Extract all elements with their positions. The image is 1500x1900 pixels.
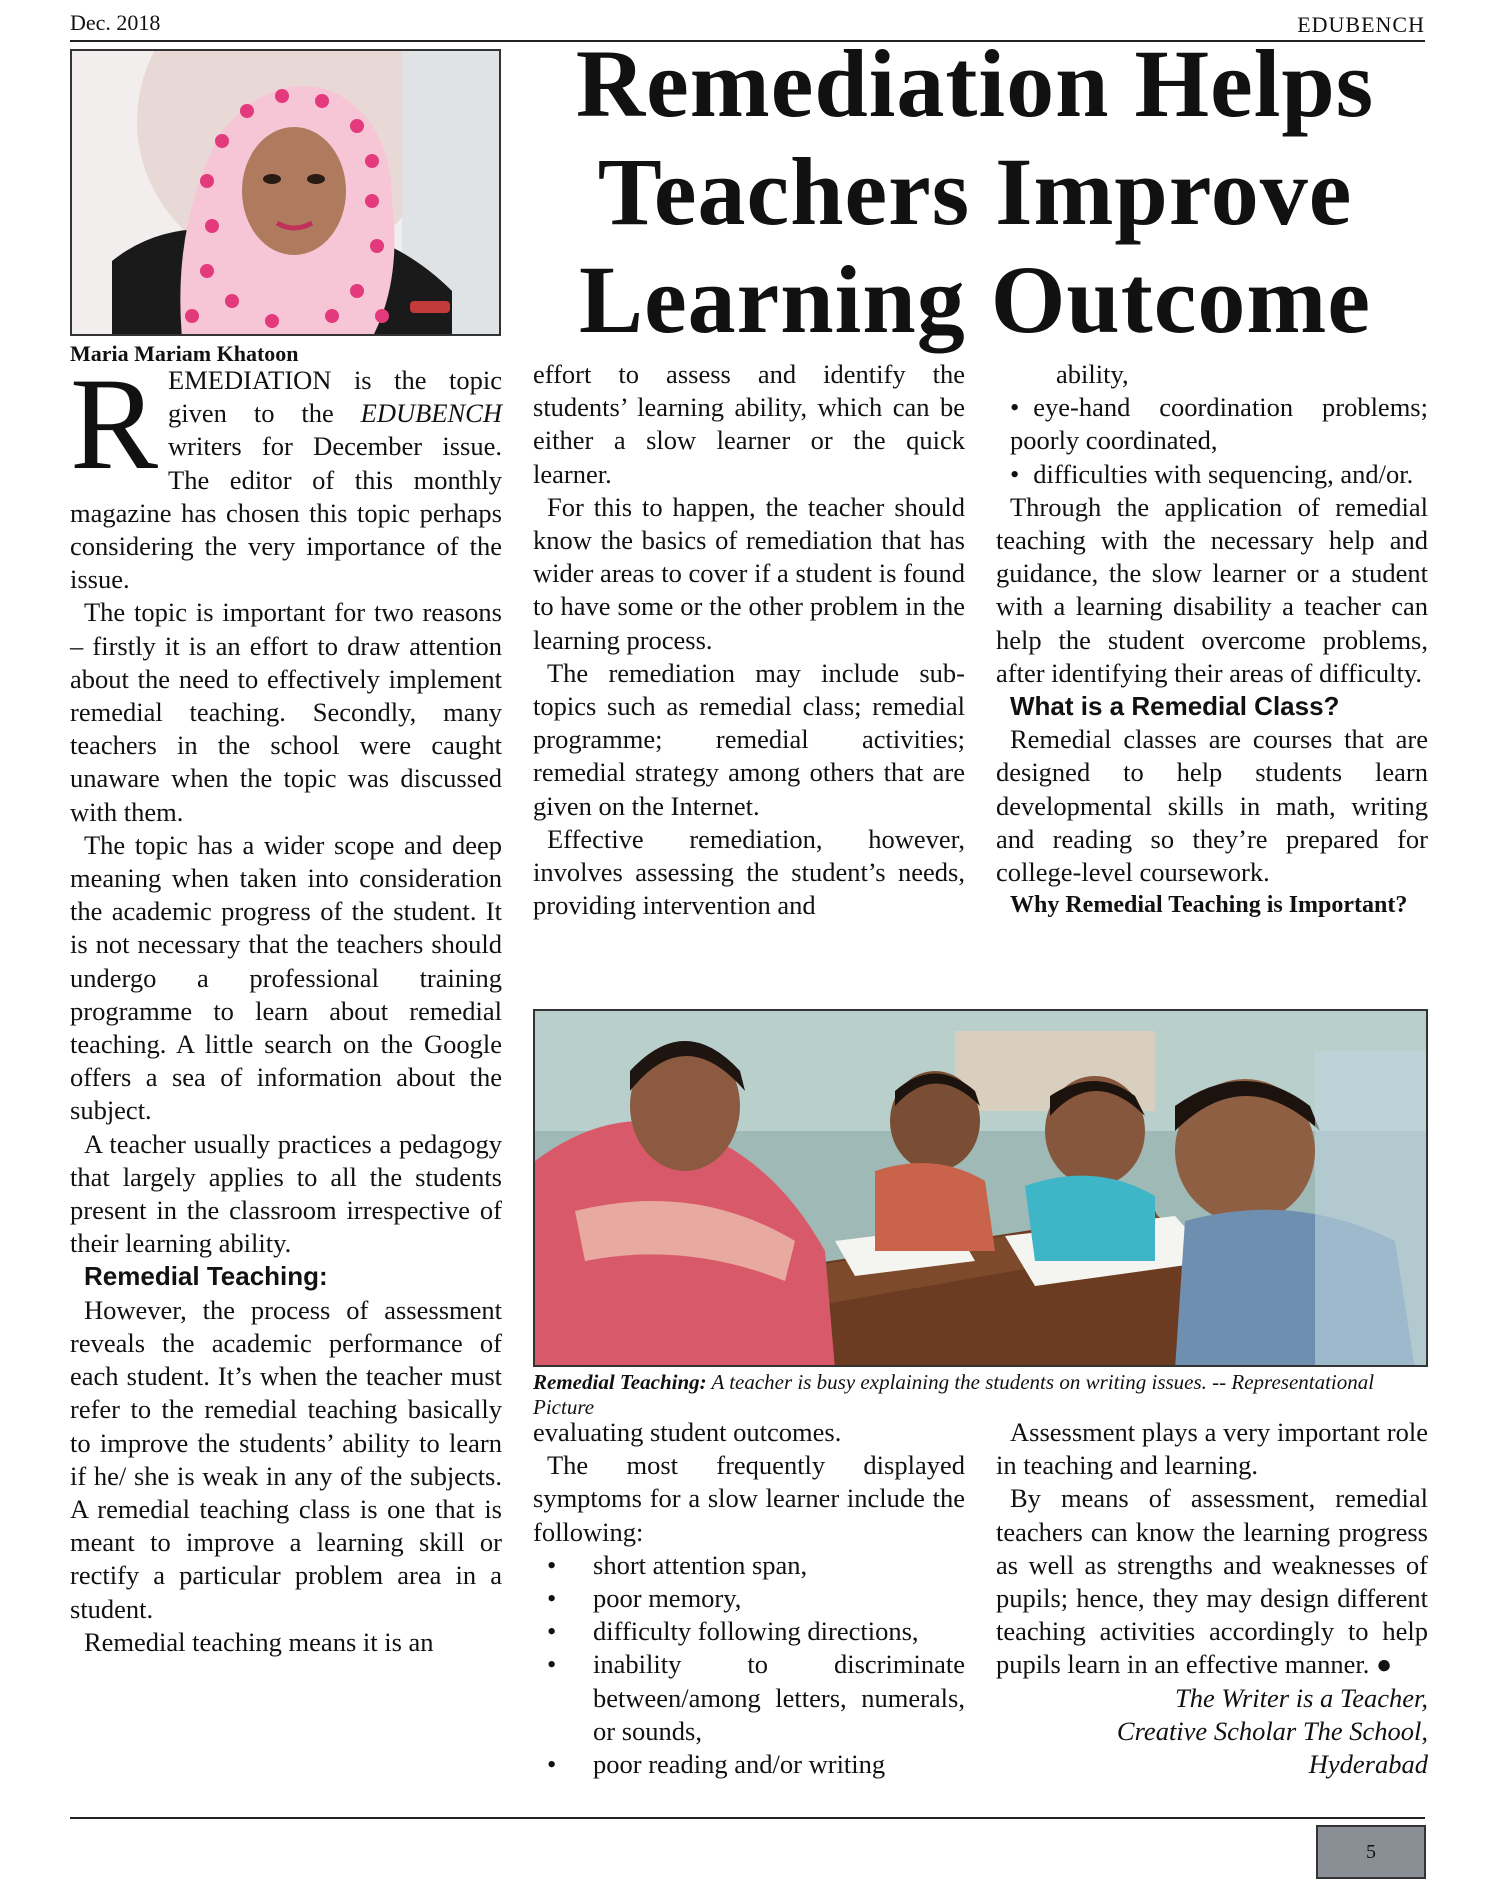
subheading-remedial-class: What is a Remedial Class?: [1010, 691, 1340, 722]
author-photo: [70, 49, 501, 336]
paragraph: A teacher usually practices a pedagogy that largely applies to all the students present in the classroom irrespective of their learning ability.: [70, 1128, 502, 1259]
list-continuation: ability,: [1056, 359, 1129, 389]
page-number: 5: [1366, 1840, 1376, 1863]
classroom-photo: [533, 1009, 1428, 1367]
author-name: Maria Mariam Khatoon: [70, 341, 299, 366]
author-signoff: [996, 1682, 1428, 1782]
issue-date: Dec. 2018: [70, 10, 161, 35]
symptom-list-continued: [996, 391, 1428, 491]
list-item: • poor memory,: [533, 1582, 965, 1615]
paragraph: effort to assess and identify the students’ learning ability, which can be either a slow learner or the quick learner.: [533, 359, 965, 489]
symptom-list: [533, 1549, 965, 1781]
subheading-why-important: Why Remedial Teaching is Important?: [1010, 892, 1408, 919]
intro-magazine-name: EDUBENCH: [360, 398, 502, 429]
paragraph: By means of assessment, remedial teachers can know the learning progress as well as strengths and weaknesses of pupils; hence, they may design different teaching activities accordingly to help pupils learn in an effective manner. ●: [996, 1483, 1428, 1680]
drop-cap: R: [70, 350, 159, 497]
paragraph: evaluating student outcomes.: [533, 1417, 842, 1447]
signoff-line: Hyderabad: [1308, 1749, 1428, 1780]
photo-caption-title: Remedial Teaching:: [533, 1370, 707, 1394]
paragraph: The remediation may include sub-topics such as remedial class; remedial programme; remedial activities; remedial strategy among others that are given on the Internet.: [533, 657, 965, 821]
magazine-name: EDUBENCH: [1297, 12, 1425, 37]
article-column-3: [996, 358, 1428, 922]
list-item: • difficulty following directions,: [533, 1615, 965, 1648]
headline-line-1: Remediation Helps: [575, 30, 1375, 137]
list-item: • short attention span,: [533, 1549, 965, 1582]
list-item: • eye-hand coordination problems; poorly coordinated,: [996, 391, 1428, 457]
article-column-2: [533, 358, 965, 922]
signoff-line: Creative Scholar The School,: [1116, 1715, 1428, 1746]
photo-caption: [533, 1370, 1428, 1420]
author-portrait-illustration: [72, 51, 501, 336]
subheading-remedial-teaching: Remedial Teaching:: [84, 1261, 328, 1292]
classroom-illustration: [535, 1011, 1428, 1367]
bottom-divider: [70, 1817, 1425, 1819]
list-item: • poor reading and/or writing: [533, 1748, 965, 1781]
headline-line-2: Teachers Improve: [597, 138, 1353, 245]
paragraph: Effective remediation, however, involves assessing the student’s needs, providing intervention and: [533, 823, 965, 921]
intro-text-b: writers for December issue. The editor of this monthly magazine has chosen this topic perhaps considering the very importance of the issue.: [70, 431, 502, 595]
article-column-3-bottom: [996, 1416, 1428, 1781]
signoff-line: The Writer is a Teacher,: [1175, 1682, 1428, 1713]
article-column-2-bottom: [533, 1416, 965, 1781]
list-item: • inability to discriminate between/among letters, numerals, or sounds,: [533, 1648, 965, 1748]
headline-line-3: Learning Outcome: [579, 246, 1371, 353]
paragraph: The topic is important for two reasons – firstly it is an effort to draw attention about the need to effectively implement remedial teaching. Secondly, many teachers in the school were caught unaware when the topic was discussed with them.: [70, 597, 502, 827]
paragraph: Remedial teaching means it is an: [84, 1626, 434, 1657]
article-headline: [520, 30, 1430, 354]
paragraph: The most frequently displayed symptoms for a slow learner include the following:: [533, 1450, 965, 1547]
paragraph: The topic has a wider scope and deep meaning when taken into consideration the academic progress of the student. It is not necessary that the teachers should undergo a professional training programme to learn about remedial teaching. A little search on the Google offers a sea of information about the subject.: [70, 829, 502, 1126]
paragraph: Assessment plays a very important role in teaching and learning.: [996, 1417, 1428, 1481]
photo-caption-text: A teacher is busy explaining the students on writing issues. -- Representational Picture: [533, 1370, 1375, 1419]
list-item: • difficulties with sequencing, and/or.: [996, 458, 1428, 491]
paragraph: Through the application of remedial teaching with the necessary help and guidance, the slow learner or a student with a learning disability a teacher can help the student overcome problems, after identifying their areas of difficulty.: [996, 491, 1428, 688]
paragraph: For this to happen, the teacher should know the basics of remediation that has wider areas to cover if a student is found to have some or the other problem in the learning process.: [533, 491, 965, 655]
paragraph: Remedial classes are courses that are designed to help students learn developmental skills in math, writing and reading so they’re prepared for college-level coursework.: [996, 724, 1428, 888]
paragraph: However, the process of assessment reveals the academic performance of each student. It’s when the teacher must refer to the remedial teaching basically to improve the students’ ability to learn if he/ she is weak in any of the subjects. A remedial teaching class is one that is meant to improve a learning skill or rectify a particular problem area in a student.: [70, 1294, 502, 1624]
page-number-box: [1316, 1825, 1426, 1879]
intro-text-a: EMEDIATION is the topic given to the: [168, 365, 502, 429]
